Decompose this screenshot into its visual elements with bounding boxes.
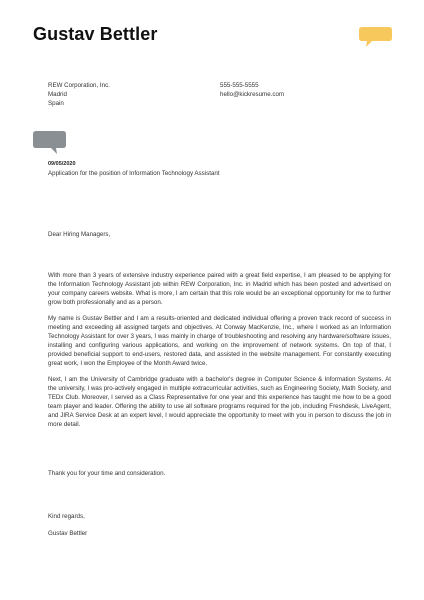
signature-name: Gustav Bettler (48, 530, 88, 537)
speech-bubble-icon (33, 131, 66, 154)
paragraph-experience: My name is Gustav Bettler and I am a results-oriented and dedicated individual offering a proven track record of success in meeting and exceeding all assigned targets and objectives. At Conway MacKenzie, Inc., where I worked as an Information Technology Assistant for over 3 years, I was mainly in charge of troubleshooting and resolving any hardware/software issues, installing and configuring various applications, and working on the improvement of network systems. On top of that, I provided beneficial support to end-users, restored data, and assisted in the website management. For constantly executing great work, I won the Employee of the Month Award twice. (48, 315, 391, 367)
paragraph-education: Next, I am the University of Cambridge graduate with a bachelor's degree in Computer Science & Information Systems. At the university, I was pro-actively engaged in multiple extracurricular activities, such as Engineering Society, Math Society, and TEDx Club. Moreover, I served as a Class Representative for one year and this experience has taught me how to be a good team player and leader. Offering the ability to use all software programs required for the job, including Freshdesk, LiveAgent, and JIRA Service Desk at an expert level, I would appreciate the opportunity to meet with you in person to discuss the job in more detail. (48, 376, 391, 428)
company-city: Madrid (48, 91, 67, 98)
email-address: hello@kickresume.com (220, 91, 285, 98)
letter-subject: Application for the position of Information Technology Assistant (48, 170, 220, 177)
salutation: Dear Hiring Managers, (48, 231, 111, 238)
company-name: REW Corporation, Inc. (48, 82, 110, 89)
letter-date: 09/05/2020 (48, 161, 76, 167)
closing-line: Kind regards, (48, 513, 85, 520)
recipient-address (48, 81, 110, 108)
company-country: Spain (48, 100, 64, 107)
thanks-line: Thank you for your time and consideration. (48, 470, 166, 477)
speech-bubble-icon (359, 27, 392, 47)
paragraph-intro: With more than 3 years of extensive industry experience paired with a great field expertise, I am pleased to be applying for the Information Technology Assistant job within REW Corporation, Inc. in Madrid which has been posted and advertised on your company careers website. What is more, I am certain that this role would be an exceptional opportunity for me to further grow both professionally and as a person. (48, 272, 391, 306)
applicant-name: Gustav Bettler (33, 24, 158, 44)
contact-info (220, 81, 284, 99)
phone-number: 555-555-5555 (220, 82, 259, 89)
